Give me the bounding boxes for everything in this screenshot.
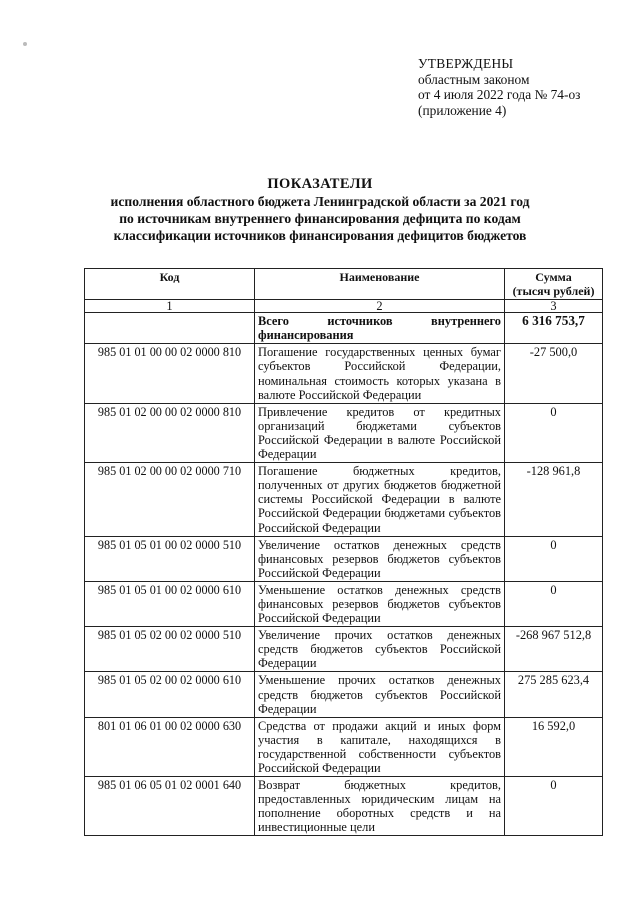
- approval-date: от 4 июля 2022 года № 74-оз: [418, 87, 581, 103]
- financing-table: [84, 268, 603, 836]
- sum-cell: 0: [505, 536, 603, 581]
- total-row: [85, 313, 603, 344]
- total-sum-cell: 6 316 753,7: [505, 313, 603, 344]
- table-row: [85, 672, 603, 717]
- table-row: [85, 627, 603, 672]
- column-number-1: 1: [85, 300, 255, 313]
- sum-cell: -268 967 512,8: [505, 627, 603, 672]
- header-sum: [505, 269, 603, 300]
- column-number-row: [85, 300, 603, 313]
- table-header-row: [85, 269, 603, 300]
- name-cell: Погашение бюджетных кредитов, полученных от других бюджетов бюджетной системы Российской Федерации в валюте Российской Федерации бюджетами субъектов Российской Федерации: [255, 463, 505, 536]
- sum-cell: -128 961,8: [505, 463, 603, 536]
- header-code: Код: [85, 269, 255, 300]
- approval-law: областным законом: [418, 71, 530, 87]
- table-row: [85, 403, 603, 462]
- code-cell: 985 01 01 00 00 02 0000 810: [85, 344, 255, 403]
- name-cell: Уменьшение прочих остатков денежных средств бюджетов субъектов Российской Федерации: [255, 672, 505, 717]
- name-cell: Увеличение прочих остатков денежных средств бюджетов субъектов Российской Федерации: [255, 627, 505, 672]
- table-row: [85, 463, 603, 536]
- code-cell: 985 01 05 02 00 02 0000 610: [85, 672, 255, 717]
- sum-cell: 16 592,0: [505, 717, 603, 776]
- name-cell: Уменьшение остатков денежных средств финансовых резервов бюджетов субъектов Российской Федерации: [255, 581, 505, 626]
- title-sub-1: исполнения областного бюджета Ленинградской области за 2021 год: [110, 194, 530, 209]
- code-cell: 985 01 02 00 00 02 0000 710: [85, 463, 255, 536]
- name-cell: Привлечение кредитов от кредитных организаций бюджетами субъектов Российской Федерации в валюте Российской Федерации: [255, 403, 505, 462]
- code-cell: 985 01 02 00 00 02 0000 810: [85, 403, 255, 462]
- title-main: ПОКАЗАТЕЛИ: [267, 176, 373, 192]
- approval-heading: УТВЕРЖДЕНЫ: [418, 56, 514, 71]
- sum-cell: 0: [505, 777, 603, 836]
- title-sub-3: классификации источников финансирования дефицитов бюджетов: [113, 228, 527, 243]
- sum-cell: -27 500,0: [505, 344, 603, 403]
- sum-cell: 275 285 623,4: [505, 672, 603, 717]
- sum-cell: 0: [505, 581, 603, 626]
- code-cell: 985 01 05 01 00 02 0000 510: [85, 536, 255, 581]
- approval-block: [418, 56, 580, 118]
- total-name-cell: Всего источников внутреннего финансирования: [255, 313, 505, 344]
- name-cell: Средства от продажи акций и иных форм участия в капитале, находящихся в государственной собственности субъектов Российской Федерации: [255, 717, 505, 776]
- header-sum-unit: (тысяч рублей): [512, 284, 595, 299]
- code-cell: 985 01 05 01 00 02 0000 610: [85, 581, 255, 626]
- code-cell: 801 01 06 01 00 02 0000 630: [85, 717, 255, 776]
- table-row: [85, 536, 603, 581]
- header-name: Наименование: [255, 269, 505, 300]
- table-row: [85, 581, 603, 626]
- table-row: [85, 777, 603, 836]
- code-cell: 985 01 06 05 01 02 0001 640: [85, 777, 255, 836]
- document-title: [0, 176, 640, 244]
- name-cell: Погашение государственных ценных бумаг субъектов Российской Федерации, номинальная стоимость которых указана в валюте Российской Федерации: [255, 344, 505, 403]
- total-code-cell: [85, 313, 255, 344]
- sum-cell: 0: [505, 403, 603, 462]
- code-cell: 985 01 05 02 00 02 0000 510: [85, 627, 255, 672]
- table-row: [85, 717, 603, 776]
- scan-dot: [23, 42, 27, 46]
- approval-appendix: (приложение 4): [418, 102, 507, 118]
- title-sub-2: по источникам внутреннего финансирования дефицита по кодам: [119, 211, 521, 226]
- header-sum-title: Сумма: [535, 270, 572, 284]
- column-number-2: 2: [255, 300, 505, 313]
- name-cell: Возврат бюджетных кредитов, предоставленных юридическим лицам на пополнение оборотных средств и на инвестиционные цели: [255, 777, 505, 836]
- table-row: [85, 344, 603, 403]
- column-number-3: 3: [505, 300, 603, 313]
- name-cell: Увеличение остатков денежных средств финансовых резервов бюджетов субъектов Российской Федерации: [255, 536, 505, 581]
